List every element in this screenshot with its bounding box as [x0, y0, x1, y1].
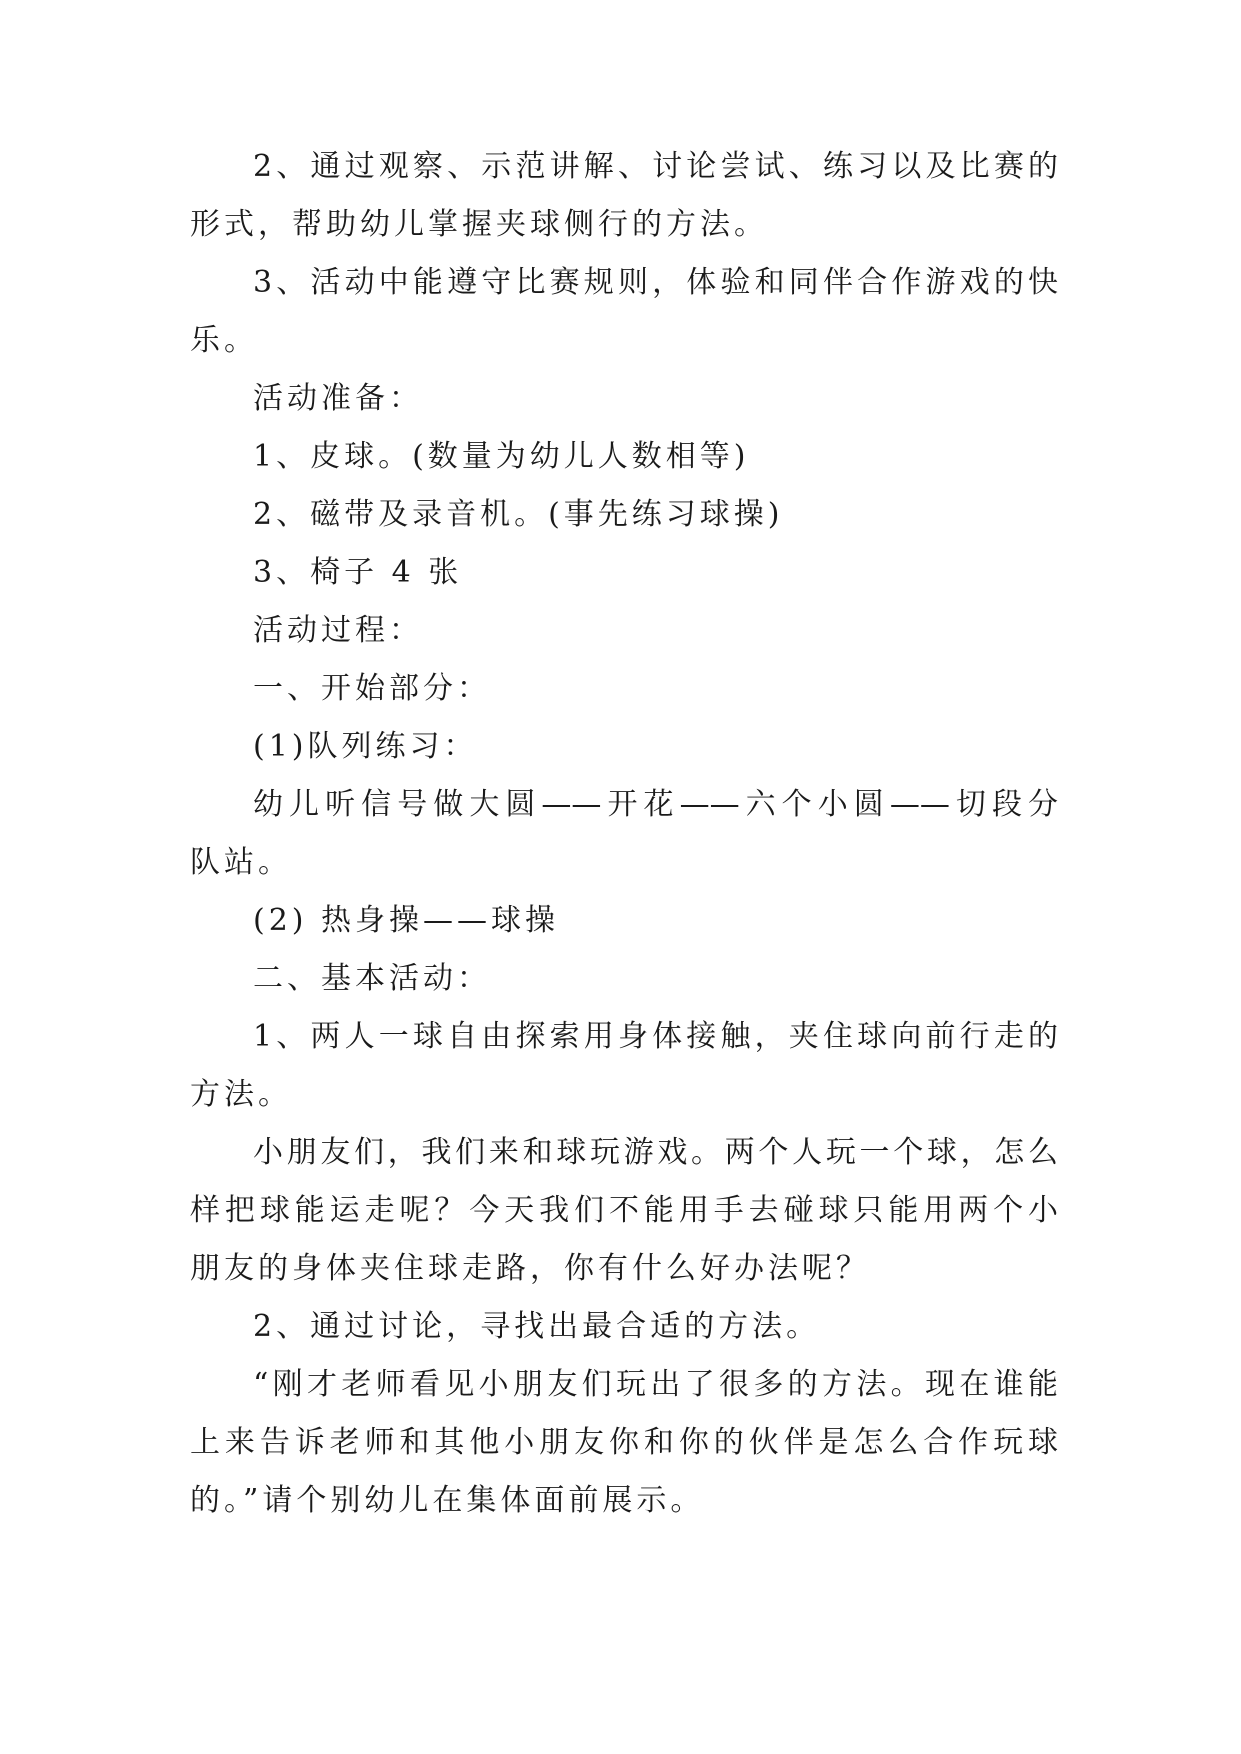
- paragraph-line: 2、通过观察、示范讲解、讨论尝试、练习以及比赛的: [253, 149, 1058, 184]
- paragraph-line: 1、两人一球自由探索用身体接触，夹住球向前行走的: [253, 1019, 1058, 1054]
- paragraph-line: 样把球能运走呢？今天我们不能用手去碰球只能用两个小: [190, 1193, 1058, 1228]
- paragraph-line: 朋友的身体夹住球走路，你有什么好办法呢？: [190, 1251, 870, 1286]
- paragraph-line: 形式，帮助幼儿掌握夹球侧行的方法。: [190, 207, 768, 242]
- paragraph-line: 方法。: [190, 1077, 292, 1112]
- paragraph-line: 乐。: [190, 323, 258, 358]
- list-item: 2、通过讨论，寻找出最合适的方法。: [253, 1309, 821, 1344]
- paragraph-line: 队站。: [190, 845, 292, 880]
- subsection-heading: (1)队列练习：: [253, 729, 478, 764]
- paragraph-line: 的。”请个别幼儿在集体面前展示。: [190, 1483, 705, 1518]
- list-item: 2、磁带及录音机。(事先练习球操): [253, 497, 784, 532]
- list-item: 1、皮球。(数量为幼儿人数相等): [253, 439, 750, 474]
- section-heading: 一、开始部分：: [253, 671, 491, 706]
- section-heading: 活动过程：: [253, 613, 423, 648]
- paragraph-line: 上来告诉老师和其他小朋友你和你的伙伴是怎么合作玩球: [190, 1425, 1058, 1460]
- subsection-heading: (2) 热身操——球操: [253, 903, 560, 938]
- paragraph-line: 3、活动中能遵守比赛规则，体验和同伴合作游戏的快: [253, 265, 1058, 300]
- paragraph-line: 小朋友们，我们来和球玩游戏。两个人玩一个球，怎么: [253, 1135, 1058, 1170]
- section-heading: 活动准备：: [253, 381, 423, 416]
- paragraph-line: 幼儿听信号做大圆——开花——六个小圆——切段分: [253, 787, 1058, 822]
- paragraph-line: “刚才老师看见小朋友们玩出了很多的方法。现在谁能: [253, 1367, 1058, 1402]
- section-heading: 二、基本活动：: [253, 961, 491, 996]
- list-item: 3、椅子 4 张: [253, 555, 463, 590]
